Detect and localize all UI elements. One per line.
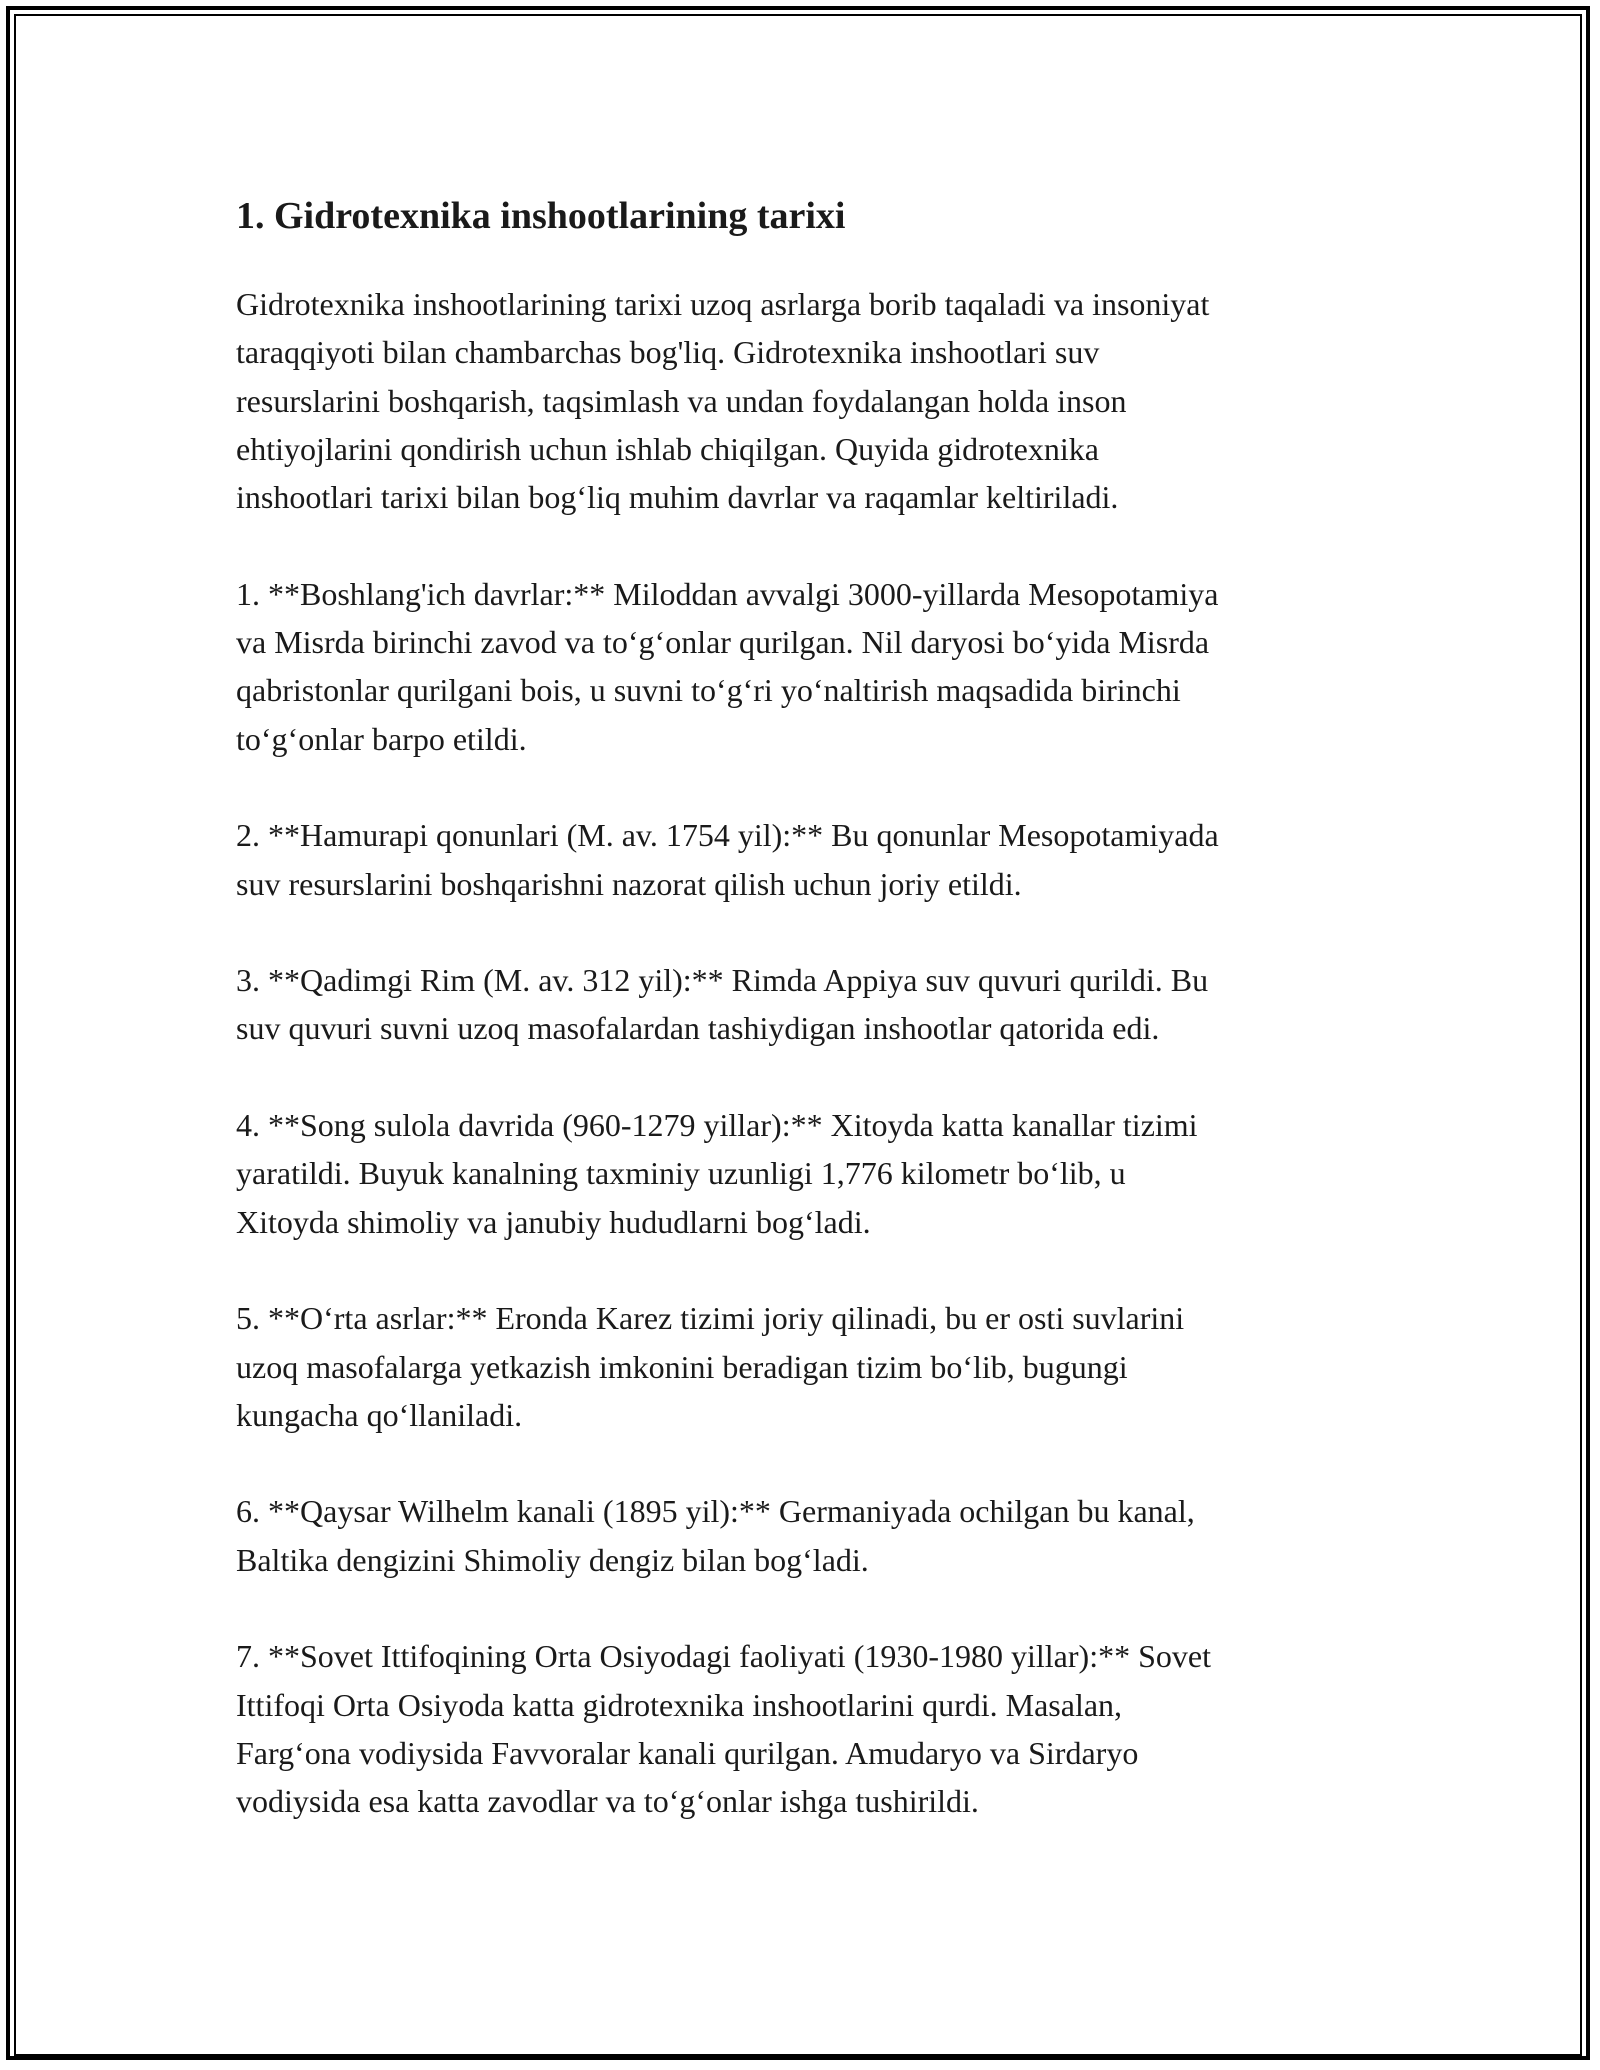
list-item: 1. **Boshlang'ich davrlar:** Miloddan avvalgi 3000-yillarda Mesopotamiya va Misrda birinchi zavod va to‘g‘onlar qurilgan. Nil daryosi bo‘yida Misrda qabristonlar qurilgani bois, u suvni to‘g‘ri yo‘naltirish maqsadida birinchi to‘g‘onlar barpo etildi.	[236, 575, 1219, 757]
intro-paragraph: Gidrotexnika inshootlarining tarixi uzoq asrlarga borib taqaladi va insoniyat taraqqiyoti bilan chambarchas bog'liq. Gidrotexnika inshootlari suv resurslarini boshqarish, taqsimlash va undan foydalangan holda inson ehtiyojlarini qondirish uchun ishlab chiqilgan. Quyida gidrotexnika inshootlari tarixi bilan bog‘liq muhim davrlar va raqamlar keltiriladi.	[236, 286, 1210, 516]
document-title: 1. Gidrotexnika inshootlarining tarixi	[236, 195, 846, 237]
list-item: 7. **Sovet Ittifoqining Orta Osiyodagi faoliyati (1930-1980 yillar):** Sovet Ittifoqi Orta Osiyoda katta gidrotexnika inshootlarini qurdi. Masalan, Farg‘ona vodiysida Favvoralar kanali qurilgan. Amudaryo va Sirdaryo vodiysida esa katta zavodlar va to‘g‘onlar ishga tushirildi.	[236, 1638, 1211, 1820]
list-item: 6. **Qaysar Wilhelm kanali (1895 yil):** Germaniyada ochilgan bu kanal, Baltika dengizini Shimoliy dengiz bilan bog‘ladi.	[236, 1493, 1195, 1578]
list-item: 4. **Song sulola davrida (960-1279 yillar):** Xitoyda katta kanallar tizimi yaratildi. Buyuk kanalning taxminiy uzunligi 1,776 kilometr bo‘lib, u Xitoyda shimoliy va janubiy hududlarni bog‘ladi.	[236, 1107, 1198, 1240]
list-item: 2. **Hamurapi qonunlari (M. av. 1754 yil):** Bu qonunlar Mesopotamiyada suv resurslarini boshqarishni nazorat qilish uchun joriy etildi.	[236, 817, 1219, 902]
list-item: 3. **Qadimgi Rim (M. av. 312 yil):** Rimda Appiya suv quvuri qurildi. Bu suv quvuri suvni uzoq masofalardan tashiydigan inshootlar qatorida edi.	[236, 962, 1209, 1047]
document-body	[236, 188, 1376, 1874]
list-item: 5. **O‘rta asrlar:** Eronda Karez tizimi joriy qilinadi, bu er osti suvlarini uzoq masofalarga yetkazish imkonini beradigan tizim bo‘lib, bugungi kungacha qo‘llaniladi.	[236, 1300, 1185, 1433]
